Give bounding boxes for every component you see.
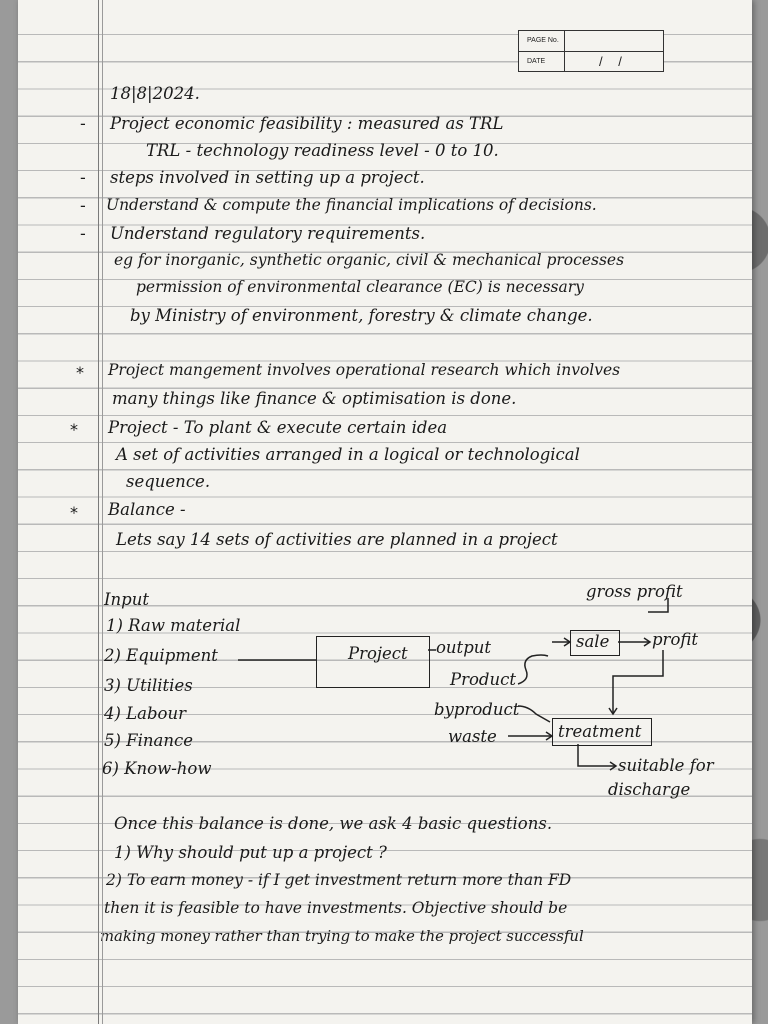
input-heading: Input	[104, 590, 149, 609]
closing-line: making money rather than trying to make the project successful	[100, 928, 584, 945]
date-label: DATE	[527, 58, 546, 65]
dash-bullet: -	[80, 114, 86, 133]
product-label: Product	[450, 670, 516, 689]
input-item: 6) Know-how	[102, 759, 212, 778]
note-line: eg for inorganic, synthetic organic, civil & mechanical processes	[114, 251, 625, 269]
star-bullet: *	[70, 503, 78, 522]
note-line: Project mangement involves operational research which involves	[108, 361, 621, 379]
note-line: by Ministry of environment, forestry & climate change.	[130, 306, 593, 325]
note-line: many things like finance & optimisation is done.	[112, 389, 517, 408]
arrow-product-sale	[518, 655, 548, 684]
note-line: A set of activities arranged in a logical or technological	[116, 445, 580, 464]
discharge-label: discharge	[608, 780, 691, 799]
star-bullet: *	[76, 363, 84, 382]
note-line: Project economic feasibility : measured as TRL	[110, 114, 504, 133]
closing-line: 1) Why should put up a project ?	[114, 843, 387, 862]
note-line: steps involved in setting up a project.	[110, 168, 425, 187]
suitable-label: suitable for	[618, 756, 714, 775]
output-label: output	[436, 638, 492, 657]
profit-label: profit	[652, 630, 699, 649]
closing-line: Once this balance is done, we ask 4 basic questions.	[114, 814, 553, 833]
note-line: Understand & compute the financial implications of decisions.	[106, 196, 597, 214]
closing-line: 2) To earn money - if I get investment return more than FD	[106, 871, 572, 889]
dash-bullet: -	[80, 168, 86, 187]
note-line: Balance -	[108, 500, 186, 519]
note-line: sequence.	[126, 472, 211, 491]
notebook-page	[18, 0, 752, 1024]
input-item: 2) Equipment	[104, 646, 218, 665]
note-date: 18|8|2024.	[110, 84, 200, 103]
input-item: 4) Labour	[104, 704, 186, 723]
dash-bullet: -	[80, 224, 86, 243]
treatment-label: treatment	[558, 722, 642, 741]
byproduct-label: byproduct	[434, 700, 520, 719]
input-item: 3) Utilities	[104, 676, 193, 695]
dash-bullet: -	[80, 196, 86, 215]
input-item: 1) Raw material	[106, 616, 241, 635]
project-label: Project	[348, 644, 408, 663]
note-line: Understand regulatory requirements.	[110, 224, 426, 243]
note-line: Lets say 14 sets of activities are planned in a project	[116, 530, 558, 549]
note-line: Project - To plant & execute certain idea	[108, 418, 448, 437]
note-line: permission of environmental clearance (EC) is necessary	[136, 278, 584, 296]
sale-label: sale	[576, 632, 610, 651]
arrow-byproduct-treatment	[518, 706, 550, 722]
note-line: TRL - technology readiness level - 0 to 10.	[146, 141, 499, 160]
page-no-label: PAGE No.	[527, 37, 559, 44]
waste-label: waste	[448, 727, 497, 746]
gross-profit-label: gross profit	[586, 582, 683, 601]
input-item: 5) Finance	[104, 731, 194, 750]
closing-line: then it is feasible to have investments. Objective should be	[104, 899, 568, 917]
star-bullet: *	[70, 420, 78, 439]
arrow-profit-loop	[613, 650, 663, 714]
arrow-gross-profit	[648, 598, 668, 612]
date-value: / /	[599, 54, 628, 69]
